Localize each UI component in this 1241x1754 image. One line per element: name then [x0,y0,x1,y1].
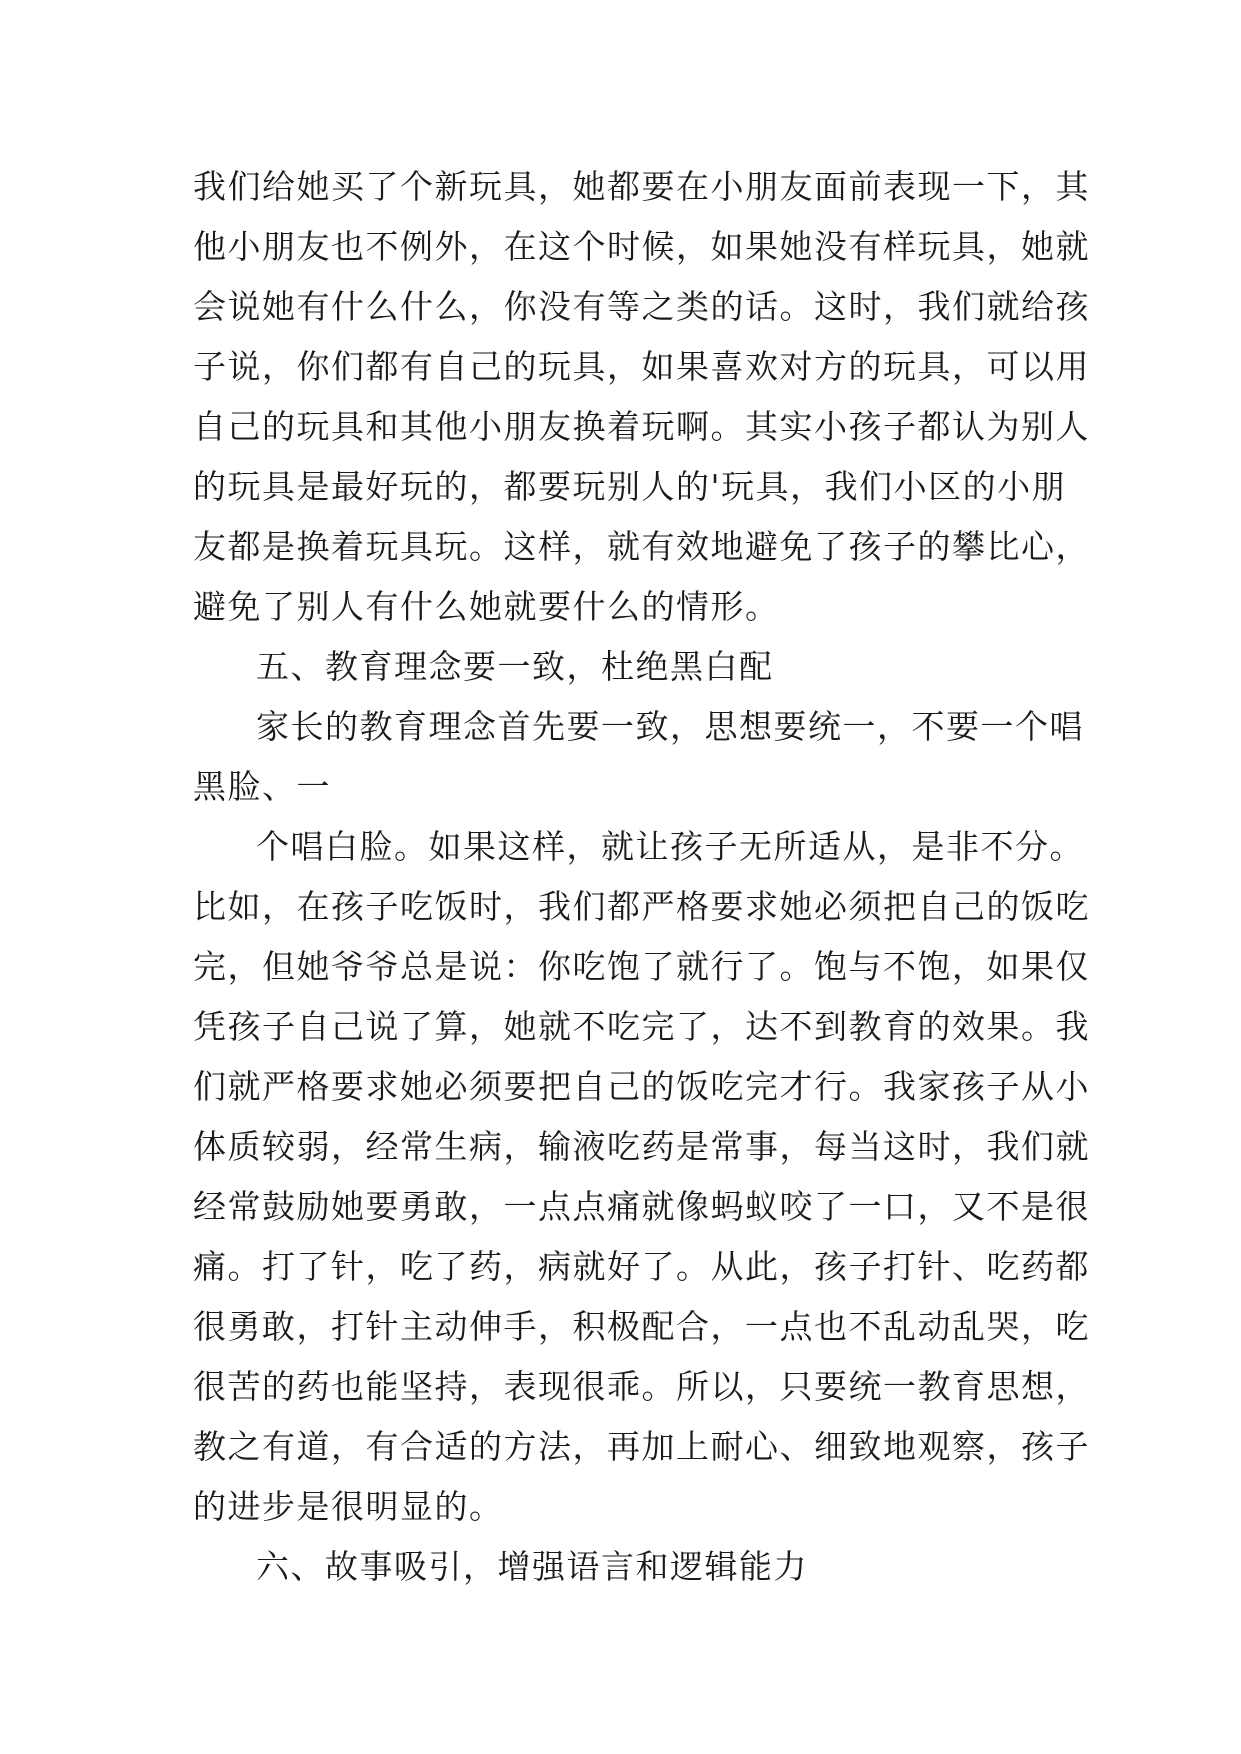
paragraph-first-line: 家长的教育理念首先要一致，思想要统一，不要一个唱 [256,707,1084,746]
body-text-line: 体质较弱，经常生病，输液吃药是常事，每当这时，我们就 [193,1127,1090,1166]
body-text-line: 的玩具是最好玩的，都要玩别人的'玩具，我们小区的小朋 [193,467,1067,506]
body-text-line: 的进步是很明显的。 [193,1487,504,1526]
section-heading-5: 五、教育理念要一致，杜绝黑白配 [256,647,774,686]
body-text-line: 完，但她爷爷总是说：你吃饱了就行了。饱与不饱，如果仅 [193,947,1090,986]
body-text-line: 很苦的药也能坚持，表现很乖。所以，只要统一教育思想， [193,1367,1090,1406]
body-text-line: 黑脸、一 [193,767,331,806]
body-text-line: 友都是换着玩具玩。这样，就有效地避免了孩子的攀比心， [193,527,1090,566]
body-text-line: 避免了别人有什么她就要什么的情形。 [193,587,780,626]
body-text-line: 会说她有什么什么，你没有等之类的话。这时，我们就给孩 [193,287,1090,326]
body-text-line: 经常鼓励她要勇敢，一点点痛就像蚂蚁咬了一口，又不是很 [193,1187,1090,1226]
body-text-line: 自己的玩具和其他小朋友换着玩啊。其实小孩子都认为别人 [193,407,1090,446]
body-text-line: 教之有道，有合适的方法，再加上耐心、细致地观察，孩子 [193,1427,1090,1466]
body-text-line: 比如，在孩子吃饭时，我们都严格要求她必须把自己的饭吃 [193,887,1090,926]
section-heading-6: 六、故事吸引，增强语言和逻辑能力 [256,1547,808,1586]
paragraph-first-line: 个唱白脸。如果这样，就让孩子无所适从，是非不分。 [256,827,1084,866]
body-text-line: 们就严格要求她必须要把自己的饭吃完才行。我家孩子从小 [193,1067,1090,1106]
body-text-line: 很勇敢，打针主动伸手，积极配合，一点也不乱动乱哭，吃 [193,1307,1090,1346]
body-text-line: 子说，你们都有自己的玩具，如果喜欢对方的玩具，可以用 [193,347,1090,386]
body-text-line: 我们给她买了个新玩具，她都要在小朋友面前表现一下，其 [193,167,1090,206]
body-text-line: 痛。打了针，吃了药，病就好了。从此，孩子打针、吃药都 [193,1247,1090,1286]
body-text-line: 凭孩子自己说了算，她就不吃完了，达不到教育的效果。我 [193,1007,1090,1046]
body-text-line: 他小朋友也不例外，在这个时候，如果她没有样玩具，她就 [193,227,1090,266]
